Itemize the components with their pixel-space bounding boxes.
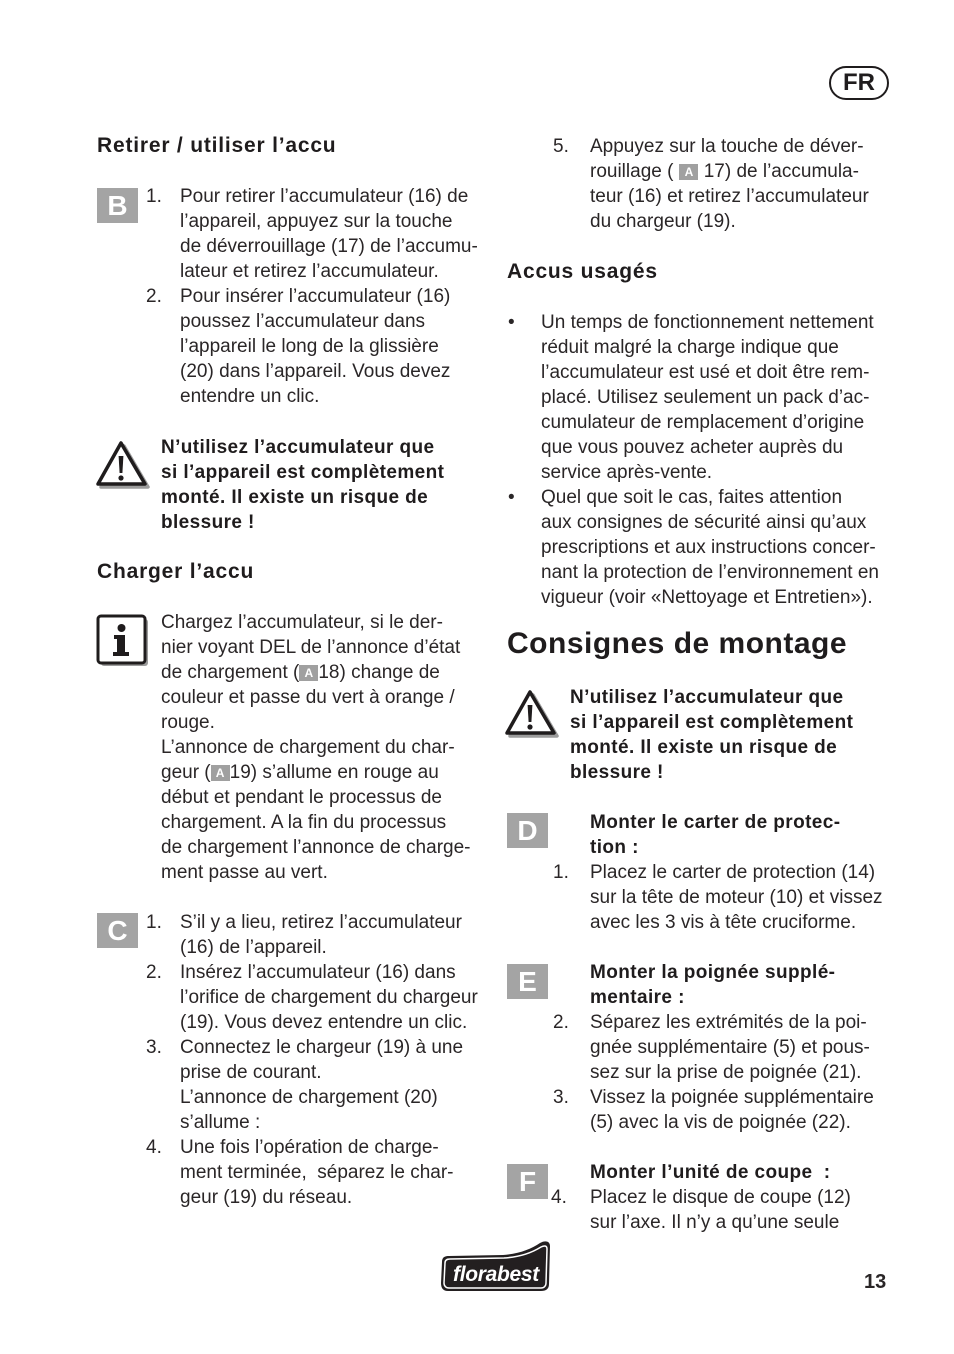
text-line: de chargement l’annonce de charge- [161,837,471,858]
text-line: service après-vente. [541,462,713,483]
text-line: avec les 3 vis à tête cruciforme. [590,912,857,933]
list-item [146,1035,478,1135]
language-badge: FR [829,66,889,100]
text-segment: rouillage ( [590,161,674,182]
text-line: L’annonce de chargement (20) [180,1087,438,1108]
section-heading-remove-battery: Retirer / utiliser l’accu [97,134,337,157]
list-item [551,1185,851,1235]
text-line: S’il y a lieu, retirez l’accumulateur [180,912,462,933]
text-segment: geur ( [161,762,211,783]
figure-reference-badge: A [679,164,698,180]
list-item [553,1010,874,1085]
text-line: rouge. [161,712,215,733]
text-segment: 17) de l’accumula- [698,161,859,182]
text-line: Insérez l’accumulateur (16) dans [180,962,456,983]
text-line: blessure ! [161,512,255,533]
text-line: de déverrouillage (17) de l’accumu- [180,236,478,257]
text-line: poussez l’accumulateur dans [180,311,426,332]
text-line: l’appareil, appuyez sur la touche [180,211,453,232]
step-badge-f: F [507,1164,548,1199]
warning-text [161,435,444,535]
step-title-line: mentaire : [590,987,685,1008]
florabest-logo [437,1240,555,1294]
text-line: nant la protection de l’environnement en [541,562,880,583]
text-line: placé. Utilisez seulement un pack d’ac- [541,387,870,408]
list-item [553,134,869,234]
bullet: • [508,487,515,508]
text-line: ment terminée, séparez le char- [180,1162,454,1183]
text-line: nier voyant DEL de l’annonce d’état [161,637,461,658]
text-line: l’orifice de chargement du chargeur [180,987,478,1008]
figure-reference-badge: A [211,765,230,781]
text-line: l’appareil le long de la glissière [180,336,439,357]
mount-guard-steps [553,810,883,935]
text-line: (19). Vous devez entendre un clic. [180,1012,468,1033]
text-line: début et pendant le processus de [161,787,442,808]
text-line: blessure ! [570,762,664,783]
text-segment: 18) change de [318,662,440,683]
text-line [161,760,470,785]
text-line: Pour insérer l’accumulateur (16) [180,286,451,307]
charging-info-text [161,610,470,885]
text-line: sur la tête de moteur (10) et vissez [590,887,883,908]
text-line: réduit malgré la charge indique que [541,337,839,358]
list-item [508,310,879,485]
text-line: Connectez le chargeur (19) à une [180,1037,464,1058]
step-badge-b: B [97,188,138,223]
text-line: Placez le carter de protection (14) [590,862,876,883]
text-line: Une fois l’opération de charge- [180,1137,439,1158]
page-number: 13 [864,1271,887,1293]
step-number: 1. [553,862,569,883]
step-number: 1. [146,912,162,933]
text-line: sur l’axe. Il n’y a qu’une seule [590,1212,840,1233]
text-line [161,660,470,685]
step-badge-e: E [507,964,548,999]
warning-text [570,685,853,785]
step-number: 5. [553,136,569,157]
list-item [553,1085,874,1135]
bullet: • [508,312,515,333]
text-line: vigueur (voir «Nettoyage et Entretien»). [541,587,873,608]
logo-text: florabest [453,1263,539,1286]
text-line: Pour retirer l’accumulateur (16) de [180,186,469,207]
step-badge-d: D [507,813,548,848]
list-item [146,1135,478,1210]
step-title-line: Monter l’unité de coupe : [590,1162,831,1183]
text-line: L’annonce de chargement du char- [161,737,455,758]
text-line: sez sur la prise de poignée (21). [590,1062,862,1083]
text-line: ment passe au vert. [161,862,328,883]
text-line: gnée supplémentaire (5) et pous- [590,1037,870,1058]
step-number: 4. [551,1187,567,1208]
list-item [553,860,883,935]
text-line [590,159,869,184]
text-line: N’utilisez l’accumulateur que [570,687,844,708]
text-line: Appuyez sur la touche de déver- [590,136,864,157]
section-heading-assembly: Consignes de montage [507,627,848,660]
text-line: si l’appareil est complètement [570,712,854,733]
text-line: Quel que soit le cas, faites attention [541,487,843,508]
text-line: prescriptions et aux instructions concer- [541,537,876,558]
text-line: Vissez la poignée supplémentaire [590,1087,874,1108]
step-title-line: Monter la poignée supplé- [590,962,836,983]
remove-battery-steps [146,184,478,409]
text-line: l’accumulateur est usé et doit être rem- [541,362,870,383]
text-line: entendre un clic. [180,386,320,407]
warning-icon [505,689,559,739]
remove-from-charger-step [553,134,869,234]
text-line: (16) de l’appareil. [180,937,327,958]
step-number: 3. [553,1087,569,1108]
text-line: monté. Il existe un risque de [161,487,429,508]
text-line: monté. Il existe un risque de [570,737,838,758]
text-line: prise de courant. [180,1062,322,1083]
text-line: (20) dans l’appareil. Vous devez [180,361,451,382]
text-line: cumulateur de remplacement d’origine [541,412,865,433]
text-segment: 19) s’allume en rouge au [229,762,439,783]
step-number: 1. [146,186,162,207]
list-item [508,485,879,610]
used-batteries-list [508,310,879,610]
text-line: chargement. A la fin du processus [161,812,447,833]
text-line: Un temps de fonctionnement nettement [541,312,874,333]
warning-icon [96,440,150,490]
text-line: lateur et retirez l’accumulateur. [180,261,439,282]
step-number: 4. [146,1137,162,1158]
charge-steps [146,910,478,1210]
text-line: aux consignes de sécurité ainsi qu’aux [541,512,867,533]
list-item [146,960,478,1035]
text-line: si l’appareil est complètement [161,462,445,483]
section-heading-charge-battery: Charger l’accu [97,560,255,583]
text-line: couleur et passe du vert à orange / [161,687,455,708]
text-line: geur (19) du réseau. [180,1187,353,1208]
step-number: 2. [146,286,162,307]
figure-reference-badge: A [299,665,318,681]
step-badge-c: C [97,913,138,948]
step-number: 2. [553,1012,569,1033]
text-line: N’utilisez l’accumulateur que [161,437,435,458]
info-icon [96,614,150,668]
step-title-line: tion : [590,837,639,858]
mount-cutting-unit-steps [551,1160,851,1235]
text-line: du chargeur (19). [590,211,736,232]
list-item [146,184,478,284]
step-title-line: Monter le carter de protec- [590,812,841,833]
text-line: Séparez les extrémités de la poi- [590,1012,867,1033]
step-number: 2. [146,962,162,983]
text-line: Placez le disque de coupe (12) [590,1187,851,1208]
mount-handle-steps [553,960,874,1135]
text-segment: de chargement ( [161,662,300,683]
text-line: teur (16) et retirez l’accumulateur [590,186,869,207]
text-line: que vous pouvez acheter auprès du [541,437,844,458]
text-line: (5) avec la vis de poignée (22). [590,1112,851,1133]
list-item [146,910,478,960]
list-item [146,284,478,409]
text-line: s’allume : [180,1112,261,1133]
text-line: Chargez l’accumulateur, si le der- [161,612,443,633]
section-heading-used-batteries: Accus usagés [507,260,658,283]
step-number: 3. [146,1037,162,1058]
